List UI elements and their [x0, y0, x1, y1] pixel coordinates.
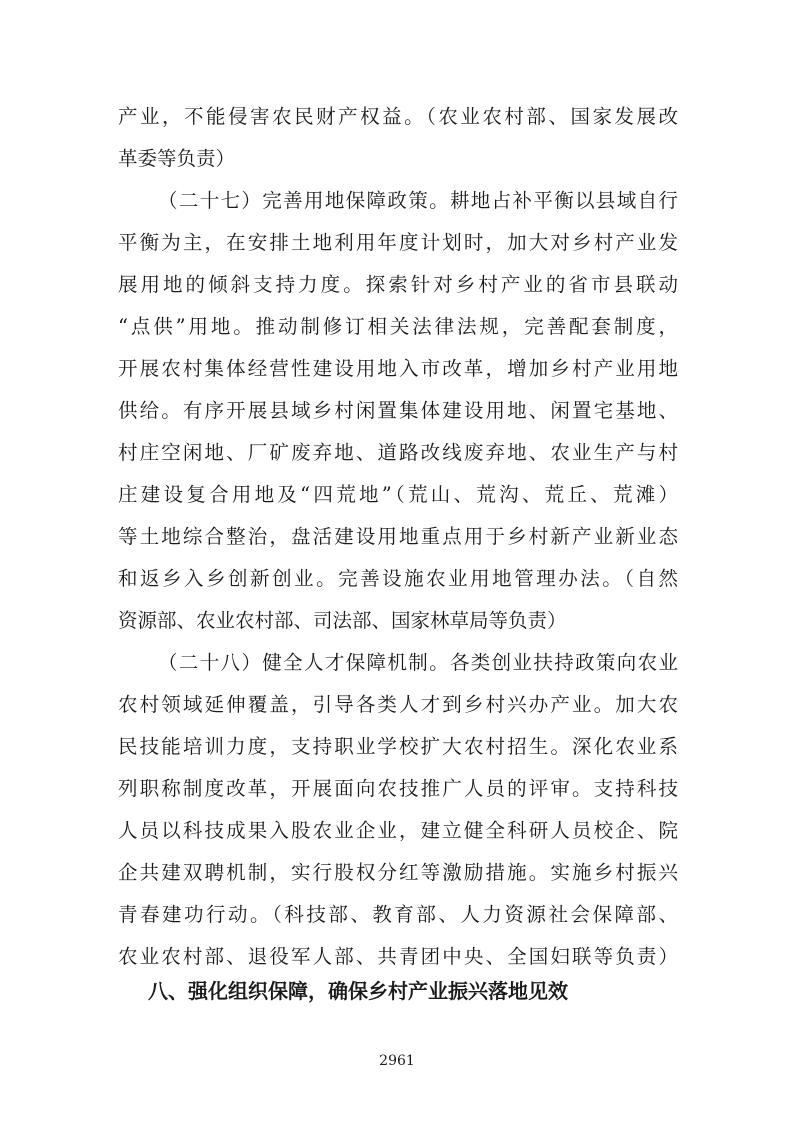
- paragraph-line: “点供”用地。推动制修订相关法律法规，完善配套制度，: [118, 315, 678, 338]
- paragraph-line: （二十八）健全人才保障机制。各类创业扶持政策向农业: [158, 651, 678, 674]
- paragraph-line: 等土地综合整治，盘活建设用地重点用于乡村新产业新业态: [118, 525, 678, 548]
- paragraph-line: 庄建设复合用地及“四荒地”（荒山、荒沟、荒丘、荒滩）: [118, 483, 678, 506]
- section-heading: 八、强化组织保障，确保乡村产业振兴落地见效: [148, 979, 568, 1003]
- paragraph-line: （二十七）完善用地保障政策。耕地占补平衡以县域自行: [158, 189, 678, 212]
- paragraph-line: 列职称制度改革，开展面向农技推广人员的评审。支持科技: [118, 777, 678, 800]
- paragraph-line: 展用地的倾斜支持力度。探索针对乡村产业的省市县联动: [118, 273, 678, 296]
- paragraph-line: 产业，不能侵害农民财产权益。（农业农村部、国家发展改: [118, 105, 678, 128]
- paragraph-line: 农村领域延伸覆盖，引导各类人才到乡村兴办产业。加大农: [118, 693, 678, 716]
- paragraph-line: 企共建双聘机制，实行股权分红等激励措施。实施乡村振兴: [118, 861, 678, 884]
- paragraph-line: 人员以科技成果入股农业企业，建立健全科研人员校企、院: [118, 819, 678, 842]
- paragraph-line: 农业农村部、退役军人部、共青团中央、全国妇联等负责）: [118, 945, 678, 968]
- page-number: 2961: [379, 1053, 415, 1069]
- paragraph-line: 供给。有序开展县域乡村闲置集体建设用地、闲置宅基地、: [118, 399, 678, 422]
- paragraph-line: 开展农村集体经营性建设用地入市改革，增加乡村产业用地: [118, 357, 678, 380]
- paragraph-line: 资源部、农业农村部、司法部、国家林草局等负责）: [118, 609, 567, 632]
- paragraph-line: 平衡为主，在安排土地利用年度计划时，加大对乡村产业发: [118, 231, 678, 254]
- paragraph-line: 青春建功行动。（科技部、教育部、人力资源社会保障部、: [118, 903, 678, 926]
- paragraph-line: 民技能培训力度，支持职业学校扩大农村招生。深化农业系: [118, 735, 678, 758]
- paragraph-line: 革委等负责）: [118, 147, 236, 170]
- paragraph-line: 和返乡入乡创新创业。完善设施农业用地管理办法。（自然: [118, 567, 678, 590]
- paragraph-line: 村庄空闲地、厂矿废弃地、道路改线废弃地、农业生产与村: [118, 441, 678, 464]
